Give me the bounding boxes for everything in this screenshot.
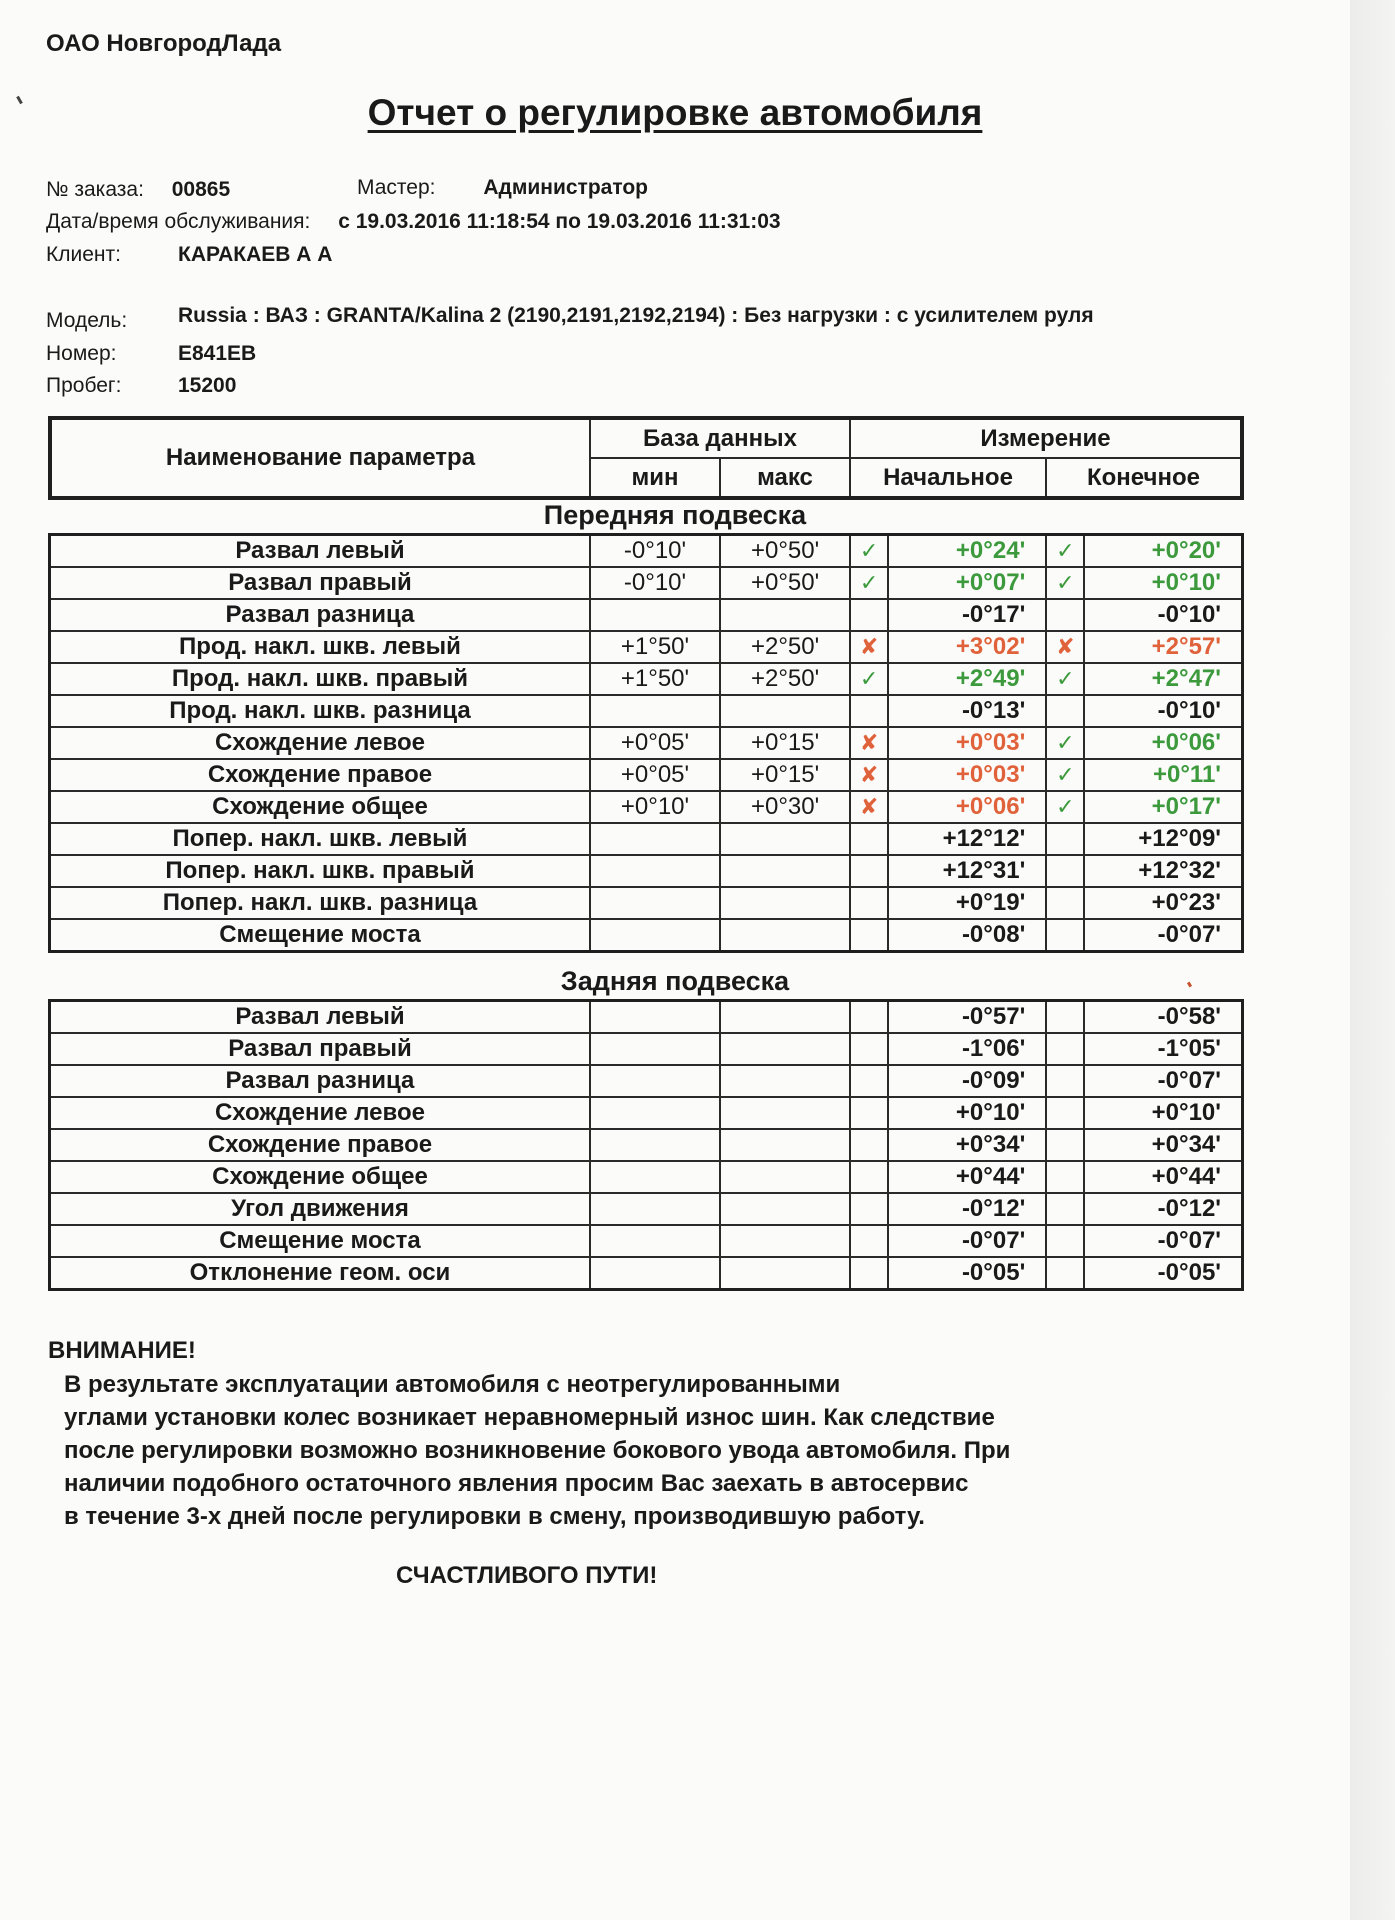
min-value — [590, 919, 720, 952]
check-mark-icon — [850, 1097, 888, 1129]
final-value: +2°47' — [1084, 663, 1242, 695]
check-mark-icon: ✓ — [850, 663, 888, 695]
param-name: Прод. накл. шкв. правый — [50, 663, 590, 695]
check-mark-icon: ✓ — [1046, 727, 1084, 759]
company-name: ОАО НовгородЛада — [46, 30, 282, 57]
final-header: Конечное — [1046, 458, 1242, 498]
final-value: +0°10' — [1084, 1097, 1242, 1129]
initial-value: +0°44' — [888, 1161, 1046, 1193]
plate-label: Номер: — [46, 342, 117, 365]
param-name: Схождение левое — [50, 1097, 590, 1129]
check-mark-icon — [1046, 1033, 1084, 1065]
min-value — [590, 887, 720, 919]
final-value: +0°11' — [1084, 759, 1242, 791]
check-mark-icon — [850, 919, 888, 952]
check-mark-icon — [1046, 1225, 1084, 1257]
max-value — [720, 1097, 850, 1129]
table-row — [50, 1033, 1243, 1065]
page-edge — [1350, 0, 1395, 1920]
param-name: Развал разница — [50, 599, 590, 631]
initial-value: -1°06' — [888, 1033, 1046, 1065]
final-value: +0°10' — [1084, 567, 1242, 599]
fail-mark-icon: ✘ — [850, 759, 888, 791]
check-mark-icon — [1046, 887, 1084, 919]
min-value — [590, 1257, 720, 1290]
max-value — [720, 855, 850, 887]
master-label: Мастер: — [357, 176, 436, 199]
check-mark-icon — [850, 1001, 888, 1034]
initial-value: -0°12' — [888, 1193, 1046, 1225]
table-row — [50, 535, 1243, 568]
check-mark-icon: ✓ — [1046, 663, 1084, 695]
table-row — [50, 727, 1243, 759]
initial-value: +0°24' — [888, 535, 1046, 568]
mileage-row — [46, 374, 237, 398]
max-value — [720, 887, 850, 919]
check-mark-icon — [850, 695, 888, 727]
initial-value: -0°08' — [888, 919, 1046, 952]
param-name: Смещение моста — [50, 1225, 590, 1257]
initial-value: +0°07' — [888, 567, 1046, 599]
fail-mark-icon: ✘ — [850, 631, 888, 663]
notice-line: в течение 3-х дней после регулировки в смену, производившую работу. — [64, 1503, 925, 1530]
table-row — [50, 1193, 1243, 1225]
max-value — [720, 1225, 850, 1257]
fail-mark-icon: ✘ — [850, 791, 888, 823]
check-mark-icon — [1046, 919, 1084, 952]
check-mark-icon: ✓ — [1046, 535, 1084, 568]
max-value: +0°50' — [720, 567, 850, 599]
min-value — [590, 1225, 720, 1257]
check-mark-icon — [1046, 1129, 1084, 1161]
model-row — [46, 304, 1094, 333]
param-name: Отклонение геом. оси — [50, 1257, 590, 1290]
initial-value: +3°02' — [888, 631, 1046, 663]
initial-value: +12°12' — [888, 823, 1046, 855]
final-value: +12°32' — [1084, 855, 1242, 887]
model-value: Russia : ВАЗ : GRANTA/Kalina 2 (2190,2191,2192,2194) : Без нагрузки : с усилителем руля — [178, 304, 1094, 327]
check-mark-icon — [1046, 1257, 1084, 1290]
param-name: Схождение правое — [50, 1129, 590, 1161]
param-name: Схождение правое — [50, 759, 590, 791]
initial-value: +0°03' — [888, 727, 1046, 759]
check-mark-icon — [1046, 823, 1084, 855]
database-header: База данных — [590, 418, 850, 458]
final-value: +0°06' — [1084, 727, 1242, 759]
check-mark-icon — [850, 1033, 888, 1065]
max-header: макс — [720, 458, 850, 498]
max-value — [720, 1129, 850, 1161]
initial-value: +0°19' — [888, 887, 1046, 919]
initial-value: +0°34' — [888, 1129, 1046, 1161]
min-value: -0°10' — [590, 567, 720, 599]
rear-suspension-table — [48, 999, 1244, 1291]
max-value: +2°50' — [720, 631, 850, 663]
param-name: Прод. накл. шкв. левый — [50, 631, 590, 663]
max-value — [720, 919, 850, 952]
final-value: +12°09' — [1084, 823, 1242, 855]
min-value: +1°50' — [590, 663, 720, 695]
max-value — [720, 695, 850, 727]
min-value — [590, 1161, 720, 1193]
datetime-row — [46, 210, 781, 234]
front-suspension-title: Передняя подвеска — [543, 500, 807, 530]
farewell-text: СЧАСТЛИВОГО ПУТИ! — [396, 1562, 658, 1589]
table-row — [50, 1161, 1243, 1193]
min-value: +0°05' — [590, 759, 720, 791]
final-value: -0°10' — [1084, 695, 1242, 727]
table-row — [50, 631, 1243, 663]
initial-value: -0°05' — [888, 1257, 1046, 1290]
table-row — [50, 919, 1243, 952]
client-value: КАРАКАЕВ А А — [178, 243, 333, 266]
plate-row — [46, 342, 257, 366]
param-name: Развал левый — [50, 1001, 590, 1034]
check-mark-icon: ✓ — [850, 567, 888, 599]
initial-header: Начальное — [850, 458, 1046, 498]
check-mark-icon — [850, 599, 888, 631]
min-value — [590, 1193, 720, 1225]
master-row — [357, 176, 648, 200]
table-row — [50, 887, 1243, 919]
measurement-header: Измерение — [850, 418, 1242, 458]
table-row — [50, 855, 1243, 887]
param-header: Наименование параметра — [50, 418, 590, 498]
notice-line: углами установки колес возникает неравномерный износ шин. Как следствие — [64, 1404, 995, 1431]
datetime-label: Дата/время обслуживания: — [46, 210, 311, 233]
check-mark-icon — [1046, 855, 1084, 887]
min-value — [590, 1097, 720, 1129]
min-value — [590, 1033, 720, 1065]
check-mark-icon — [850, 887, 888, 919]
final-value: +0°44' — [1084, 1161, 1242, 1193]
max-value — [720, 1065, 850, 1097]
min-value: -0°10' — [590, 535, 720, 568]
param-name: Схождение общее — [50, 791, 590, 823]
table-row — [50, 791, 1243, 823]
min-value: +0°05' — [590, 727, 720, 759]
client-label: Клиент: — [46, 243, 121, 266]
check-mark-icon: ✓ — [1046, 567, 1084, 599]
table-row — [50, 1097, 1243, 1129]
min-value — [590, 1001, 720, 1034]
final-value: -0°12' — [1084, 1193, 1242, 1225]
table-row — [50, 1001, 1243, 1034]
min-header: мин — [590, 458, 720, 498]
check-mark-icon — [850, 1161, 888, 1193]
min-value: +0°10' — [590, 791, 720, 823]
notice-title: ВНИМАНИЕ! — [48, 1337, 196, 1364]
initial-value: +0°06' — [888, 791, 1046, 823]
param-name: Развал левый — [50, 535, 590, 568]
notice-line: В результате эксплуатации автомобиля с неотрегулированными — [64, 1371, 841, 1398]
initial-value: -0°07' — [888, 1225, 1046, 1257]
param-name: Развал правый — [50, 567, 590, 599]
initial-value: +2°49' — [888, 663, 1046, 695]
min-value — [590, 599, 720, 631]
param-name: Схождение общее — [50, 1161, 590, 1193]
initial-value: -0°13' — [888, 695, 1046, 727]
initial-value: -0°09' — [888, 1065, 1046, 1097]
min-value: +1°50' — [590, 631, 720, 663]
max-value: +0°50' — [720, 535, 850, 568]
max-value — [720, 1161, 850, 1193]
check-mark-icon — [850, 1257, 888, 1290]
table-header — [48, 416, 1244, 500]
final-value: -0°05' — [1084, 1257, 1242, 1290]
table-row — [50, 759, 1243, 791]
check-mark-icon — [850, 823, 888, 855]
min-value — [590, 1065, 720, 1097]
table-row — [50, 599, 1243, 631]
check-mark-icon — [1046, 1161, 1084, 1193]
param-name: Попер. накл. шкв. правый — [50, 855, 590, 887]
datetime-value: с 19.03.2016 11:18:54 по 19.03.2016 11:31:03 — [338, 210, 781, 233]
param-name: Попер. накл. шкв. разница — [50, 887, 590, 919]
fail-mark-icon: ✘ — [1046, 631, 1084, 663]
plate-value: Е841ЕВ — [178, 342, 257, 365]
initial-value: +0°03' — [888, 759, 1046, 791]
check-mark-icon: ✓ — [850, 535, 888, 568]
final-value: -0°07' — [1084, 1225, 1242, 1257]
min-value — [590, 823, 720, 855]
table-row — [50, 823, 1243, 855]
order-value: 00865 — [171, 178, 231, 201]
param-name: Попер. накл. шкв. левый — [50, 823, 590, 855]
max-value: +0°15' — [720, 759, 850, 791]
initial-value: -0°17' — [888, 599, 1046, 631]
max-value: +0°30' — [720, 791, 850, 823]
check-mark-icon: ✓ — [1046, 759, 1084, 791]
table-row — [50, 1065, 1243, 1097]
front-suspension-table — [48, 533, 1244, 953]
final-value: -1°05' — [1084, 1033, 1242, 1065]
min-value — [590, 1129, 720, 1161]
mileage-value: 15200 — [178, 374, 237, 397]
notice-line: после регулировки возможно возникновение бокового увода автомобиля. При — [64, 1437, 1011, 1464]
check-mark-icon — [1046, 1097, 1084, 1129]
initial-value: -0°57' — [888, 1001, 1046, 1034]
order-label: № заказа: — [46, 178, 144, 201]
initial-value: +12°31' — [888, 855, 1046, 887]
final-value: +2°57' — [1084, 631, 1242, 663]
max-value: +0°15' — [720, 727, 850, 759]
param-name: Развал правый — [50, 1033, 590, 1065]
param-name: Угол движения — [50, 1193, 590, 1225]
max-value — [720, 823, 850, 855]
final-value: +0°34' — [1084, 1129, 1242, 1161]
max-value — [720, 1193, 850, 1225]
check-mark-icon — [850, 1225, 888, 1257]
check-mark-icon — [850, 1129, 888, 1161]
master-value: Администратор — [483, 176, 648, 199]
report-title: Отчет о регулировке автомобиля — [367, 92, 983, 133]
model-label: Модель: — [46, 309, 128, 332]
param-name: Прод. накл. шкв. разница — [50, 695, 590, 727]
max-value — [720, 1033, 850, 1065]
max-value: +2°50' — [720, 663, 850, 695]
table-row — [50, 1257, 1243, 1290]
client-row — [46, 243, 333, 267]
check-mark-icon — [1046, 1001, 1084, 1034]
check-mark-icon — [1046, 1065, 1084, 1097]
notice-text — [64, 1368, 1164, 1533]
mileage-label: Пробег: — [46, 374, 122, 397]
table-row — [50, 695, 1243, 727]
final-value: +0°17' — [1084, 791, 1242, 823]
order-number-row — [46, 178, 230, 202]
check-mark-icon — [1046, 695, 1084, 727]
param-name: Схождение левое — [50, 727, 590, 759]
table-row — [50, 1225, 1243, 1257]
final-value: -0°10' — [1084, 599, 1242, 631]
max-value — [720, 1257, 850, 1290]
param-name: Развал разница — [50, 1065, 590, 1097]
check-mark-icon: ✓ — [1046, 791, 1084, 823]
final-value: -0°07' — [1084, 919, 1242, 952]
max-value — [720, 1001, 850, 1034]
check-mark-icon — [1046, 599, 1084, 631]
initial-value: +0°10' — [888, 1097, 1046, 1129]
table-row — [50, 1129, 1243, 1161]
final-value: +0°23' — [1084, 887, 1242, 919]
fail-mark-icon: ✘ — [850, 727, 888, 759]
param-name: Смещение моста — [50, 919, 590, 952]
check-mark-icon — [850, 1193, 888, 1225]
min-value — [590, 855, 720, 887]
final-value: +0°20' — [1084, 535, 1242, 568]
final-value: -0°07' — [1084, 1065, 1242, 1097]
check-mark-icon — [850, 1065, 888, 1097]
min-value — [590, 695, 720, 727]
table-row — [50, 567, 1243, 599]
final-value: -0°58' — [1084, 1001, 1242, 1034]
rear-suspension-title: Задняя подвеска — [560, 966, 790, 996]
check-mark-icon — [850, 855, 888, 887]
check-mark-icon — [1046, 1193, 1084, 1225]
notice-line: наличии подобного остаточного явления просим Вас заехать в автосервис — [64, 1470, 969, 1497]
max-value — [720, 599, 850, 631]
table-row — [50, 663, 1243, 695]
